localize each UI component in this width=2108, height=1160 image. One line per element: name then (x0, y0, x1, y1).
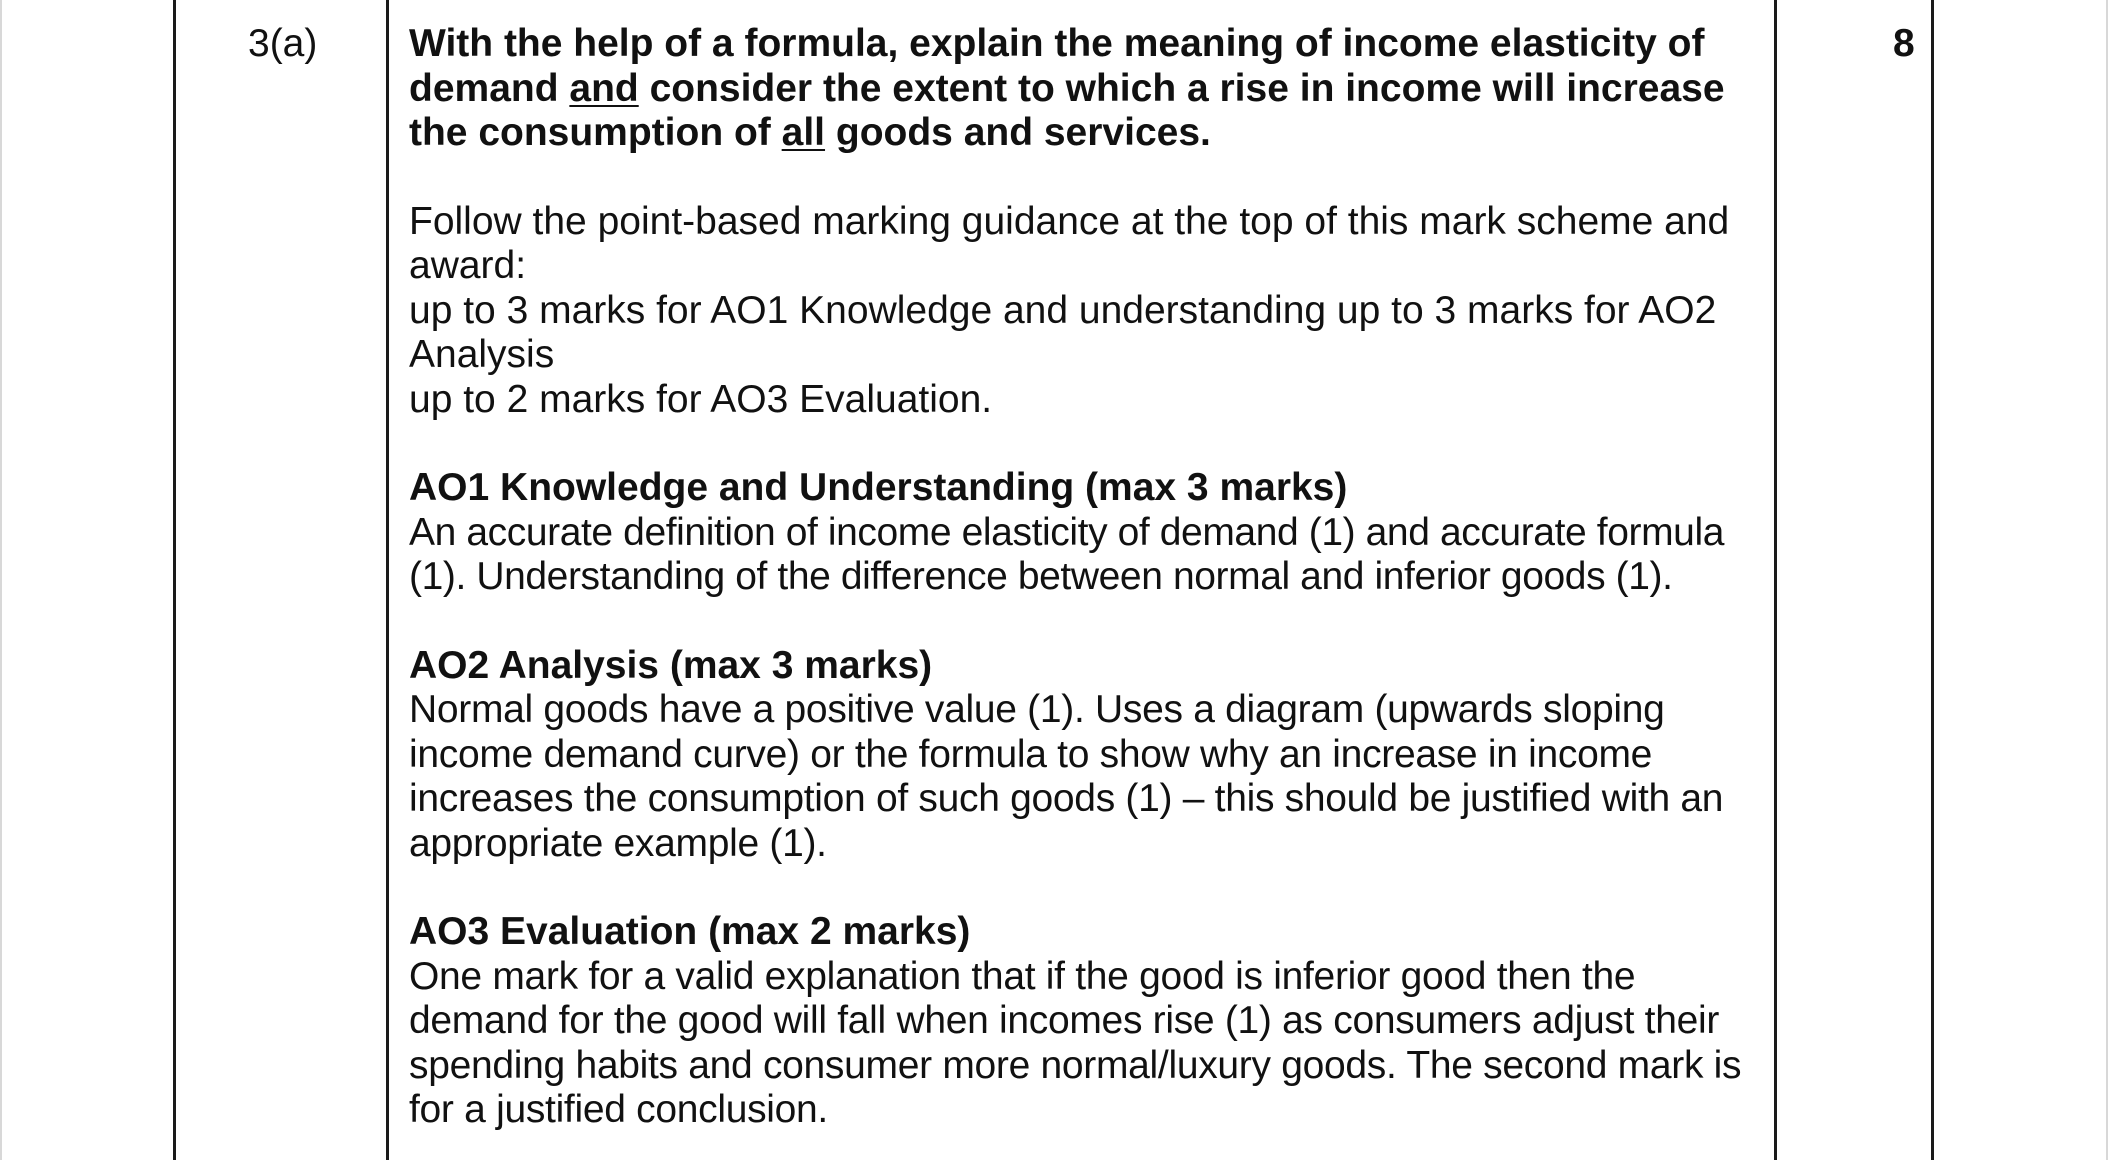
page-left-edge (0, 0, 2, 1160)
question-text (409, 22, 1759, 156)
table-border-marks-col (1774, 0, 1777, 1160)
ao2-heading: AO2 Analysis (max 3 marks) (409, 643, 933, 687)
spacer (409, 156, 1759, 200)
question-number: 3(a) (248, 22, 318, 65)
question-emphasis-all: all (781, 111, 826, 154)
question-part-1: With the help of a formula, explain the meaning of income elasticity of demand (409, 22, 1705, 110)
guidance-line-1: up to 3 marks for AO1 Knowledge and understanding up to 3 marks for AO2 Analysis (409, 288, 1717, 376)
spacer (409, 600, 1759, 644)
question-part-3: goods and services. (835, 111, 1211, 154)
table-border-question-col (386, 0, 389, 1160)
ao2-text: Normal goods have a positive value (1). Uses a diagram (upwards sloping income demand curve) or the formula to show why an increase in income increases the consumption of such goods (1) – this should be justified with an appropriate example (1). (409, 688, 1724, 865)
question-marks: 8 (1893, 22, 1915, 65)
mark-scheme-answer (409, 22, 1759, 1133)
table-border-right (1931, 0, 1934, 1160)
ao3-text: One mark for a valid explanation that if the good is inferior good then the demand for the good will fall when incomes rise (1) as consumers adjust their spending habits and consumer more normal/luxury goods. The second mark is for a justified conclusion. (409, 954, 1742, 1131)
ao1-heading: AO1 Knowledge and Understanding (max 3 marks) (409, 466, 1348, 509)
ao3-heading: AO3 Evaluation (max 2 marks) (409, 910, 971, 953)
question-emphasis-and: and (569, 66, 639, 110)
spacer (409, 422, 1759, 466)
guidance-intro: Follow the point-based marking guidance at the top of this mark scheme and award: (409, 199, 1730, 287)
ao1-text: An accurate definition of income elasticity of demand (1) and accurate formula (1). Understanding of the difference between normal and inferior goods (1). (409, 510, 1725, 598)
question-part-2: consider the extent to which a rise in income will increase the consumption of (409, 66, 1725, 154)
spacer (409, 866, 1759, 910)
table-border-left (173, 0, 176, 1160)
guidance-line-2: up to 2 marks for AO3 Evaluation. (409, 377, 993, 421)
